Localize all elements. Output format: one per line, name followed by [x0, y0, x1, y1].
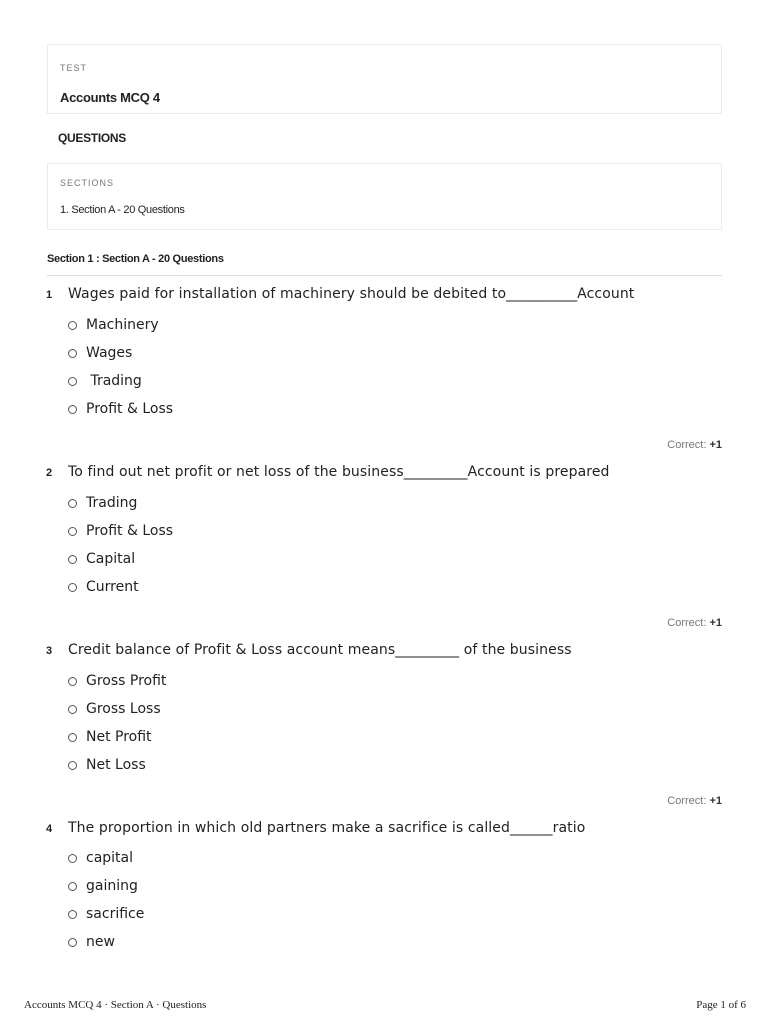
- section-divider: [47, 275, 722, 276]
- option-1b[interactable]: [68, 344, 132, 362]
- radio-icon[interactable]: [68, 705, 77, 714]
- question-number: 1: [46, 289, 53, 301]
- option-2a[interactable]: [68, 494, 137, 512]
- option-3b[interactable]: [68, 700, 161, 718]
- option-4b[interactable]: [68, 877, 138, 895]
- option-label: Current: [86, 579, 139, 595]
- correct-value: +1: [709, 439, 722, 451]
- correct-label: Correct:: [667, 795, 707, 807]
- radio-icon[interactable]: [68, 555, 77, 564]
- radio-icon[interactable]: [68, 910, 77, 919]
- radio-icon[interactable]: [68, 499, 77, 508]
- option-label: Profit & Loss: [86, 523, 174, 539]
- radio-icon[interactable]: [68, 761, 77, 770]
- option-label: capital: [86, 850, 134, 866]
- radio-icon[interactable]: [68, 583, 77, 592]
- option-1d[interactable]: [68, 400, 173, 418]
- correct-score: [667, 439, 722, 451]
- radio-icon[interactable]: [68, 882, 77, 891]
- radio-icon[interactable]: [68, 349, 77, 358]
- option-label: Gross Profit: [86, 673, 167, 689]
- correct-label: Correct:: [667, 617, 707, 629]
- option-3a[interactable]: [68, 672, 166, 690]
- correct-label: Correct:: [667, 439, 707, 451]
- radio-icon[interactable]: [68, 733, 77, 742]
- option-4d[interactable]: [68, 933, 115, 951]
- radio-icon[interactable]: [68, 405, 77, 414]
- sections-label: SECTIONS: [60, 178, 115, 188]
- option-2c[interactable]: [68, 550, 135, 568]
- question-text: To find out net profit or net loss of the business_________Account is prepared: [68, 464, 610, 480]
- option-4a[interactable]: [68, 849, 133, 867]
- footer-document-title: Accounts MCQ 4 · Section A · Questions: [24, 999, 207, 1011]
- option-label: sacrifice: [86, 906, 145, 922]
- option-1c[interactable]: [68, 372, 142, 390]
- option-label: Profit & Loss: [86, 401, 174, 417]
- option-3c[interactable]: [68, 728, 152, 746]
- option-3d[interactable]: [68, 756, 146, 774]
- option-4c[interactable]: [68, 905, 144, 923]
- correct-score: [667, 617, 722, 629]
- footer-page-number: Page 1 of 6: [696, 999, 746, 1011]
- option-label: Trading: [86, 495, 138, 511]
- radio-icon[interactable]: [68, 854, 77, 863]
- question-number: 4: [46, 823, 53, 835]
- correct-value: +1: [709, 617, 722, 629]
- radio-icon[interactable]: [68, 321, 77, 330]
- option-label: gaining: [86, 878, 138, 894]
- sections-box: [47, 163, 722, 230]
- test-box: [47, 44, 722, 114]
- option-label: Net Profit: [86, 729, 152, 745]
- radio-icon[interactable]: [68, 677, 77, 686]
- option-label: new: [86, 934, 115, 950]
- radio-icon[interactable]: [68, 377, 77, 386]
- correct-value: +1: [709, 795, 722, 807]
- option-2b[interactable]: [68, 522, 173, 540]
- question-number: 2: [46, 467, 53, 479]
- option-1a[interactable]: [68, 316, 159, 334]
- option-2d[interactable]: [68, 578, 139, 596]
- question-text: Wages paid for installation of machinery should be debited to__________Account: [68, 286, 635, 302]
- option-label: Capital: [86, 551, 136, 567]
- test-title: Accounts MCQ 4: [60, 90, 160, 105]
- questions-heading: QUESTIONS: [58, 131, 126, 145]
- option-label: Net Loss: [86, 757, 146, 773]
- radio-icon[interactable]: [68, 938, 77, 947]
- option-label: Gross Loss: [86, 701, 161, 717]
- option-label: Trading: [86, 373, 142, 389]
- correct-score: [667, 795, 722, 807]
- section-header: Section 1 : Section A - 20 Questions: [47, 253, 224, 265]
- radio-icon[interactable]: [68, 527, 77, 536]
- question-text: The proportion in which old partners make a sacrifice is called______ratio: [68, 820, 586, 836]
- question-text: Credit balance of Profit & Loss account means_________ of the business: [68, 642, 572, 658]
- test-label: TEST: [60, 63, 88, 73]
- question-number: 3: [46, 645, 53, 657]
- option-label: Machinery: [86, 317, 159, 333]
- section-item[interactable]: 1. Section A - 20 Questions: [60, 204, 185, 216]
- option-label: Wages: [86, 345, 133, 361]
